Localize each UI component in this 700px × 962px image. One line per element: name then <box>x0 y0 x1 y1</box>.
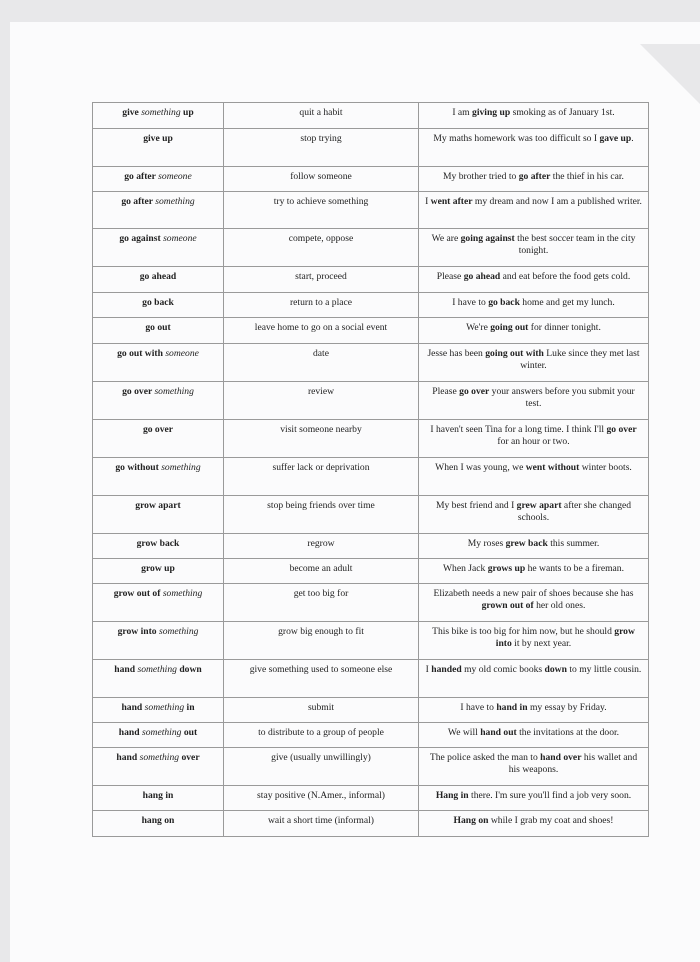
verb-text: grow out of <box>113 588 163 599</box>
example-text: Luke since they met last winter. <box>520 348 640 371</box>
verb-text: up <box>180 107 194 118</box>
meaning-cell: follow someone <box>224 167 419 192</box>
example-highlight: grow into <box>495 626 635 649</box>
verb-text: go over <box>142 424 174 435</box>
example-text: This bike is too big for him now, but he should <box>432 626 615 637</box>
example-text: the invitations at the door. <box>516 727 620 738</box>
example-text: I <box>425 196 431 207</box>
example-cell <box>419 167 649 192</box>
verb-object-placeholder: something <box>144 702 185 713</box>
example-highlight: going out with <box>485 348 544 359</box>
meaning-cell: date <box>224 344 419 382</box>
verb-text: grow up <box>141 563 175 574</box>
example-text: When Jack <box>442 563 488 574</box>
table-row <box>93 660 649 698</box>
example-text: it by next year. <box>511 638 572 649</box>
example-highlight: handed <box>431 664 462 675</box>
verb-object-placeholder: something <box>141 107 181 118</box>
table-row <box>93 167 649 192</box>
example-text: I have to <box>452 297 489 308</box>
example-highlight: hand over <box>540 752 582 763</box>
meaning-cell: wait a short time (informal) <box>224 811 419 837</box>
verb-text: over <box>179 752 200 763</box>
table-row <box>93 293 649 318</box>
verb-object-placeholder: someone <box>158 171 192 182</box>
example-highlight: gave up <box>599 133 632 144</box>
phrasal-verb-cell <box>93 496 224 534</box>
example-text: My best friend and I <box>435 500 517 511</box>
verb-object-placeholder: someone <box>163 233 197 244</box>
meaning-cell: become an adult <box>224 559 419 584</box>
verb-text: go back <box>142 297 174 308</box>
example-highlight: go back <box>488 297 520 308</box>
table-row <box>93 698 649 723</box>
example-cell <box>419 318 649 344</box>
example-text: my essay by Friday. <box>527 702 607 713</box>
example-cell <box>419 534 649 559</box>
phrasal-verb-cell <box>93 192 224 229</box>
example-cell <box>419 496 649 534</box>
example-highlight: down <box>544 664 567 675</box>
example-text: the thief in his car. <box>550 171 624 182</box>
example-highlight: going out <box>490 322 529 333</box>
example-cell <box>419 559 649 584</box>
meaning-cell: grow big enough to fit <box>224 622 419 660</box>
example-cell <box>419 723 649 748</box>
example-highlight: go ahead <box>463 271 501 282</box>
verb-object-placeholder: something <box>158 626 199 637</box>
table-row <box>93 559 649 584</box>
verb-object-placeholder: something <box>162 588 203 599</box>
phrasal-verb-cell <box>93 534 224 559</box>
phrasal-verb-cell <box>93 660 224 698</box>
verb-text: hand <box>118 727 142 738</box>
phrasal-verb-cell <box>93 267 224 293</box>
verb-text: go without <box>115 462 162 473</box>
example-text: her old ones. <box>533 600 586 611</box>
example-cell <box>419 458 649 496</box>
verb-text: give up <box>143 133 173 144</box>
example-text: home and get my lunch. <box>519 297 615 308</box>
example-highlight: went after <box>430 196 473 207</box>
phrasal-verb-cell <box>93 318 224 344</box>
example-cell <box>419 293 649 318</box>
meaning-cell: visit someone nearby <box>224 420 419 458</box>
table-row <box>93 382 649 420</box>
verb-object-placeholder: something <box>154 386 194 397</box>
example-text: My maths homework was too difficult so I <box>433 133 600 144</box>
phrasal-verb-cell <box>93 748 224 786</box>
example-text: smoking as of January 1st. <box>510 107 615 118</box>
example-text: Elizabeth needs a new pair of shoes because she has <box>433 588 634 599</box>
example-cell <box>419 622 649 660</box>
example-text: I <box>425 664 432 675</box>
example-text: his wallet and his weapons. <box>508 752 638 775</box>
example-highlight: go over <box>606 424 637 435</box>
phrasal-verb-cell <box>93 723 224 748</box>
verb-text: hand <box>121 702 145 713</box>
example-highlight: hand out <box>480 727 517 738</box>
table-row <box>93 811 649 837</box>
table-row <box>93 129 649 167</box>
example-text: after she changed schools. <box>517 500 632 523</box>
verb-text: grow into <box>117 626 159 637</box>
example-text: he wants to be a fireman. <box>525 563 625 574</box>
verb-text: hang on <box>141 815 175 826</box>
table-row <box>93 192 649 229</box>
phrasal-verb-cell <box>93 559 224 584</box>
verb-object-placeholder: someone <box>165 348 199 359</box>
example-text: Please <box>436 271 464 282</box>
example-text: the best soccer team in the city tonight. <box>514 233 636 256</box>
meaning-cell: quit a habit <box>224 103 419 129</box>
verb-text: give <box>122 107 142 118</box>
example-text: your answers before you submit your test. <box>489 386 635 409</box>
phrasal-verb-cell <box>93 382 224 420</box>
example-text: My brother tried to <box>443 171 519 182</box>
table-row <box>93 723 649 748</box>
verb-text: hang in <box>142 790 174 801</box>
example-text: my dream and now I am a published writer. <box>472 196 642 207</box>
meaning-cell: to distribute to a group of people <box>224 723 419 748</box>
example-cell <box>419 748 649 786</box>
example-text: I am <box>452 107 473 118</box>
table-row <box>93 344 649 382</box>
example-text: for dinner tonight. <box>528 322 601 333</box>
example-text: . <box>631 133 634 144</box>
example-cell <box>419 584 649 622</box>
table-body <box>93 103 649 837</box>
meaning-cell: stay positive (N.Amer., informal) <box>224 786 419 811</box>
example-highlight: go over <box>459 386 490 397</box>
meaning-cell: stop being friends over time <box>224 496 419 534</box>
table-row <box>93 318 649 344</box>
phrasal-verb-cell <box>93 129 224 167</box>
example-highlight: grew back <box>505 538 548 549</box>
phrasal-verb-cell <box>93 811 224 837</box>
example-highlight: went without <box>525 462 580 473</box>
example-text: and eat before the food gets cold. <box>500 271 631 282</box>
example-highlight: Hang on <box>453 815 489 826</box>
table-row <box>93 622 649 660</box>
example-cell <box>419 786 649 811</box>
table-row <box>93 748 649 786</box>
phrasal-verb-cell <box>93 293 224 318</box>
verb-text: hand <box>114 664 138 675</box>
example-highlight: giving up <box>472 107 511 118</box>
example-text: We're <box>466 322 491 333</box>
example-cell <box>419 811 649 837</box>
verb-text: grow apart <box>135 500 181 511</box>
verb-text: go out with <box>117 348 166 359</box>
verb-text: go after <box>121 196 156 207</box>
example-text: We are <box>431 233 461 244</box>
meaning-cell: leave home to go on a social event <box>224 318 419 344</box>
phrasal-verb-cell <box>93 167 224 192</box>
table-row <box>93 786 649 811</box>
meaning-cell: submit <box>224 698 419 723</box>
example-cell <box>419 420 649 458</box>
example-text: We will <box>447 727 481 738</box>
verb-text: down <box>176 664 202 675</box>
example-cell <box>419 267 649 293</box>
verb-text: out <box>181 727 198 738</box>
meaning-cell: get too big for <box>224 584 419 622</box>
example-highlight: Hang in <box>435 790 469 801</box>
example-cell <box>419 344 649 382</box>
example-highlight: grown out of <box>481 600 534 611</box>
table-row <box>93 496 649 534</box>
meaning-cell: try to achieve something <box>224 192 419 229</box>
phrasal-verb-cell <box>93 458 224 496</box>
example-text: there. I'm sure you'll find a job very soon. <box>468 790 632 801</box>
meaning-cell: regrow <box>224 534 419 559</box>
verb-object-placeholder: something <box>139 752 180 763</box>
example-text: When I was young, we <box>435 462 526 473</box>
meaning-cell: compete, oppose <box>224 229 419 267</box>
example-text: I haven't seen Tina for a long time. I think I'll <box>430 424 607 435</box>
phrasal-verb-cell <box>93 420 224 458</box>
meaning-cell: return to a place <box>224 293 419 318</box>
verb-text: grow back <box>136 538 180 549</box>
example-cell <box>419 103 649 129</box>
example-text: winter boots. <box>579 462 632 473</box>
meaning-cell: stop trying <box>224 129 419 167</box>
phrasal-verbs-table <box>92 102 649 837</box>
example-text: I have to <box>460 702 497 713</box>
verb-text: in <box>184 702 195 713</box>
phrasal-verb-cell <box>93 698 224 723</box>
example-cell <box>419 660 649 698</box>
verb-text: go ahead <box>139 271 177 282</box>
phrasal-verb-cell <box>93 584 224 622</box>
table-row <box>93 458 649 496</box>
example-text: this summer. <box>547 538 600 549</box>
example-cell <box>419 382 649 420</box>
verb-text: go against <box>119 233 164 244</box>
example-cell <box>419 698 649 723</box>
meaning-cell: suffer lack or deprivation <box>224 458 419 496</box>
phrasal-verb-cell <box>93 229 224 267</box>
phrasal-verb-cell <box>93 103 224 129</box>
meaning-cell: give (usually unwillingly) <box>224 748 419 786</box>
table-row <box>93 584 649 622</box>
example-highlight: hand in <box>496 702 528 713</box>
example-text: my old comic books <box>461 664 545 675</box>
table-row <box>93 420 649 458</box>
phrasal-verb-cell <box>93 786 224 811</box>
example-text: Jesse has been <box>427 348 486 359</box>
example-cell <box>419 192 649 229</box>
table-row <box>93 103 649 129</box>
example-cell <box>419 229 649 267</box>
meaning-cell: start, proceed <box>224 267 419 293</box>
example-text: for an hour or two. <box>497 436 570 447</box>
example-text: The police asked the man to <box>429 752 541 763</box>
table-row <box>93 229 649 267</box>
verb-object-placeholder: something <box>155 196 195 207</box>
example-highlight: grew apart <box>516 500 562 511</box>
verb-object-placeholder: something <box>142 727 182 738</box>
example-highlight: going against <box>460 233 515 244</box>
phrasal-verb-cell <box>93 344 224 382</box>
example-highlight: go after <box>518 171 551 182</box>
verb-text: go over <box>122 386 155 397</box>
meaning-cell: give something used to someone else <box>224 660 419 698</box>
phrasal-verb-cell <box>93 622 224 660</box>
verb-text: hand <box>116 752 140 763</box>
page-corner <box>640 44 700 104</box>
example-text: My roses <box>467 538 506 549</box>
verb-object-placeholder: something <box>137 664 177 675</box>
verb-text: go after <box>124 171 159 182</box>
meaning-cell: review <box>224 382 419 420</box>
table-row <box>93 267 649 293</box>
example-cell <box>419 129 649 167</box>
example-highlight: grows up <box>487 563 526 574</box>
verb-text: go out <box>145 322 171 333</box>
verb-object-placeholder: something <box>161 462 201 473</box>
example-text: to my little cousin. <box>566 664 642 675</box>
example-text: while I grab my coat and shoes! <box>488 815 614 826</box>
example-text: Please <box>432 386 460 397</box>
table-row <box>93 534 649 559</box>
